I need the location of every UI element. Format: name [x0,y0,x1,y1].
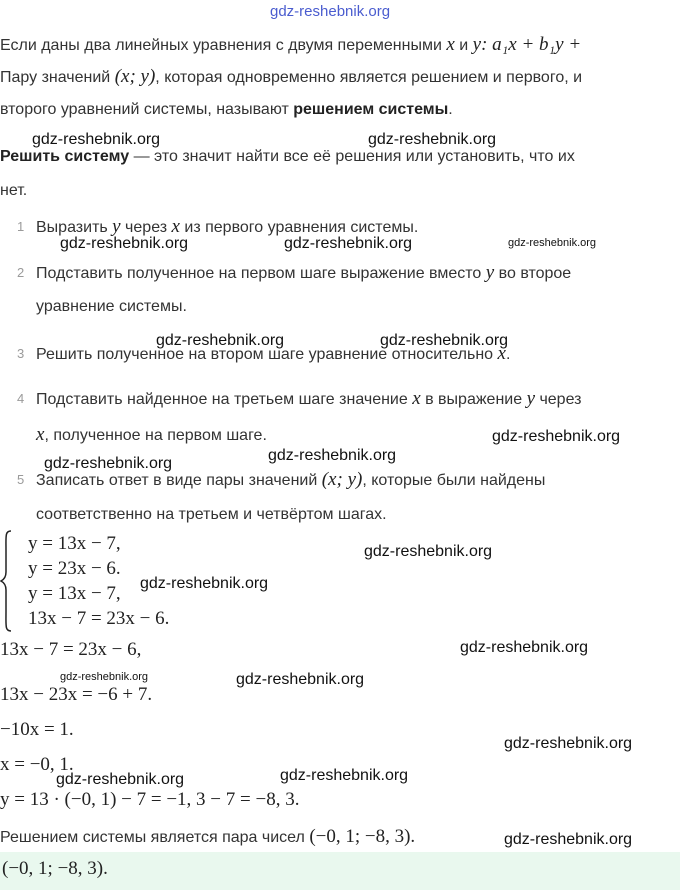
solution-line: x = −0, 1. [0,754,74,775]
watermark: gdz-reshebnik.org [380,332,509,349]
step-text-part: . [505,346,511,363]
watermark: gdz-reshebnik.org [368,131,497,148]
var-x: x [497,343,506,364]
var-y: y [472,34,482,55]
var-x: x [412,388,421,409]
intro-line-1 [0,34,581,56]
watermark: gdz-reshebnik.org [508,237,597,249]
watermark: gdz-reshebnik.org [280,767,409,784]
step-text-part: , которые были найдены [362,472,546,489]
step-text-part: Подставить полученное на первом шаге выражение вместо [36,265,486,282]
step-text-part: из первого уравнения системы. [179,219,419,236]
step-text-part: Решить полученное на втором шаге уравнение относительно [36,346,498,363]
watermark: gdz-reshebnik.org [460,639,589,656]
system-equation: y = 23x − 6. [28,558,121,579]
pair-xy: (x; y) [114,66,156,87]
intro-line3-end: . [448,101,453,118]
step-4-text-line-2 [36,424,267,446]
solution-line: 13x − 7 = 23x − 6, [0,639,142,660]
step-5-text-line-2: соответственно на третьем и четвёртом шагах. [36,506,387,523]
step-text-part: Выразить [36,219,113,236]
var-x: x [36,424,45,445]
var-x: x [446,34,455,55]
step-text-part: во второе [494,265,572,282]
intro-line3-start: второго уравнений системы, называют [0,101,289,118]
intro-line-2 [0,66,582,88]
intro-and: и [459,37,469,54]
watermark: gdz-reshebnik.org [504,735,633,752]
step-number: 1 [17,219,25,234]
watermark-top: gdz-reshebnik.org [270,3,391,20]
step-2-text-line-2: уравнение системы. [36,298,187,315]
watermark: gdz-reshebnik.org [156,332,285,349]
var-y: y [112,216,121,237]
watermark: gdz-reshebnik.org [268,447,397,464]
step-text-part: , полученное на первом шаге. [44,427,267,444]
system-brace-icon [0,530,12,632]
answer-box [0,852,680,890]
step-number: 5 [17,472,25,487]
term-solve-system: Решить систему [0,148,130,165]
intro-math: : a₁x + b₁y + [481,34,582,55]
watermark: gdz-reshebnik.org [60,671,149,683]
step-2-text-line-1 [36,262,571,284]
step-text-part: в выражение [420,391,527,408]
step-number: 4 [17,391,25,406]
watermark: gdz-reshebnik.org [56,771,185,788]
intro-text: Если даны два линейных уравнения с двумя переменными [0,37,442,54]
watermark: gdz-reshebnik.org [32,131,161,148]
watermark: gdz-reshebnik.org [236,671,365,688]
solution-line: −10x = 1. [0,719,74,740]
watermark: gdz-reshebnik.org [504,831,633,848]
var-y: y [526,388,535,409]
system-equation: y = 13x − 7, [28,583,121,604]
var-y: y [485,262,495,283]
var-x: x [171,216,180,237]
solution-line: y = 13 · (−0, 1) − 7 = −1, 3 − 7 = −8, 3. [0,789,300,810]
definition-line-1 [0,148,575,166]
intro-line2-end: , которая одновременно является решением и первого, и [155,69,583,86]
step-text-part: Подставить найденное на третьем шаге значение [36,391,413,408]
pair-xy: (x; y) [321,469,363,490]
step-number: 3 [17,346,25,361]
system-equation: 13x − 7 = 23x − 6. [28,608,170,629]
step-4-text-line-1 [36,388,581,410]
step-text-part: через [120,219,172,236]
watermark: gdz-reshebnik.org [492,428,621,445]
term-system-solution: решением системы [293,101,449,118]
watermark: gdz-reshebnik.org [60,235,189,252]
watermark: gdz-reshebnik.org [140,575,269,592]
conclusion [0,826,415,848]
watermark: gdz-reshebnik.org [364,543,493,560]
conclusion-text: Решением системы является пара чисел [0,829,305,846]
definition-line-2: нет. [0,182,28,199]
conclusion-pair: (−0, 1; −8, 3). [309,826,416,847]
step-text-part: Записать ответ в виде пары значений [36,472,322,489]
watermark: gdz-reshebnik.org [44,455,173,472]
intro-line-3 [0,101,453,119]
intro-line2-start: Пару значений [0,69,111,86]
watermark: gdz-reshebnik.org [284,235,413,252]
answer-value: (−0, 1; −8, 3). [2,858,108,879]
system-equation: y = 13x − 7, [28,533,121,554]
step-number: 2 [17,265,25,280]
step-text-part: через [535,391,582,408]
solution-line: 13x − 23x = −6 + 7. [0,684,153,705]
definition-rest: — это значит найти все её решения или установить, что их [129,148,575,165]
